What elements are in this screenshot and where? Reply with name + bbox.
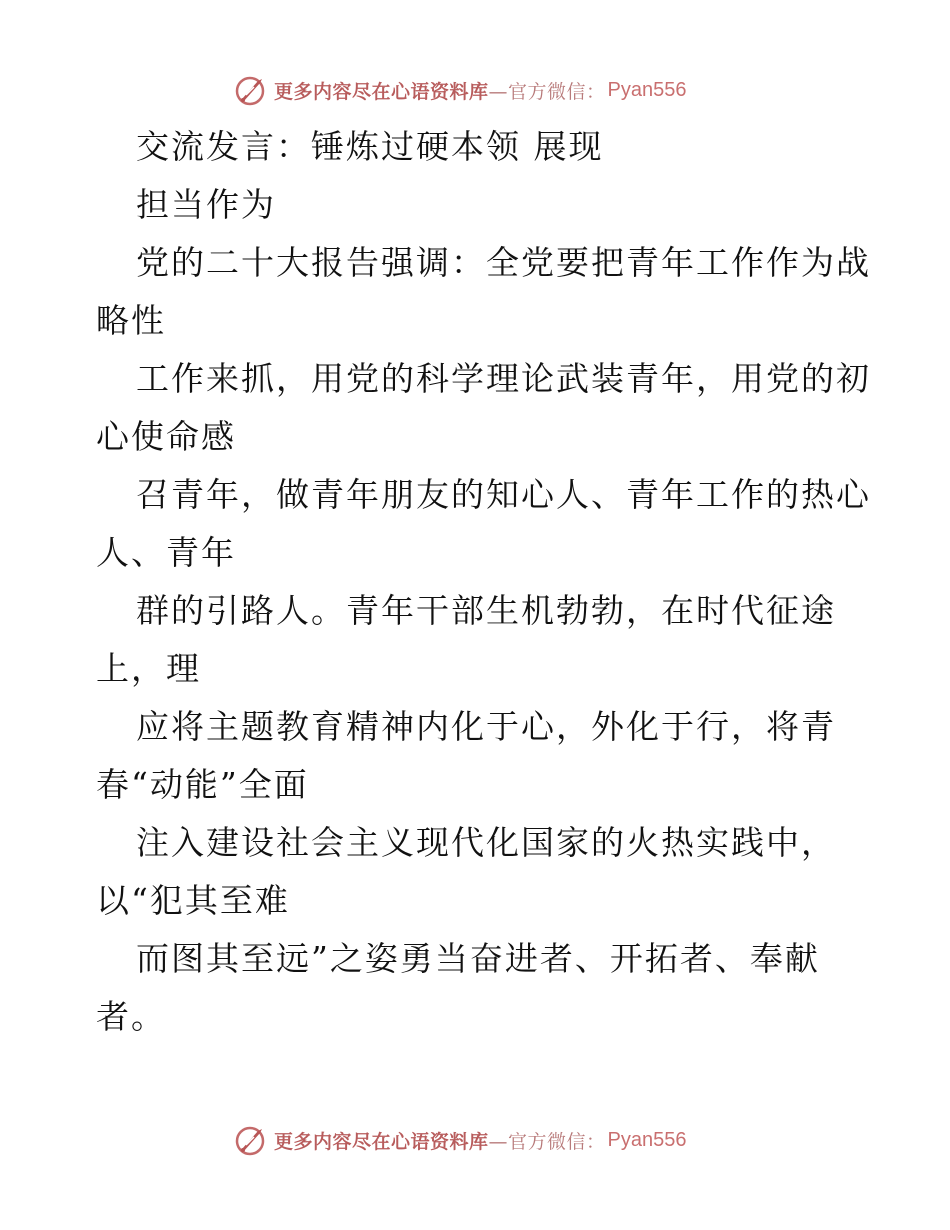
text-line: 者。 (96, 997, 166, 1036)
text-line: 心使命感 (96, 417, 236, 456)
text-line: 担当作为 (136, 185, 276, 224)
text-line: 召青年，做青年朋友的知心人、青年工作的热心 (136, 475, 871, 514)
text-line: 春“动能”全面 (96, 765, 309, 804)
header-watermark-banner (234, 72, 687, 108)
text-line: 群的引路人。青年干部生机勃勃，在时代征途 (136, 591, 836, 630)
text-line: 交流发言：锤炼过硬本领 展现 (136, 127, 604, 166)
banner-subtitle: —官方微信： (488, 80, 606, 103)
text-line: 上，理 (96, 649, 201, 688)
text-line: 注入建设社会主义现代化国家的火热实践中， (136, 823, 836, 862)
banner-title: 更多内容尽在心语资料库 (274, 1130, 489, 1153)
text-line: 略性 (96, 301, 166, 340)
banner-subtitle: —官方微信： (488, 1130, 606, 1153)
text-line: 以“犯其至难 (96, 881, 290, 920)
quill-pen-logo-icon (234, 73, 268, 107)
banner-wechat-id: Pyan556 (607, 78, 687, 101)
text-line: 人、青年 (96, 533, 236, 572)
footer-watermark-banner (234, 1122, 687, 1158)
banner-wechat-id: Pyan556 (607, 1128, 687, 1151)
banner-title: 更多内容尽在心语资料库 (274, 80, 489, 103)
document-body (96, 118, 876, 1046)
text-line: 应将主题教育精神内化于心，外化于行，将青 (136, 707, 836, 746)
text-line: 工作来抓，用党的科学理论武装青年，用党的初 (136, 359, 871, 398)
text-line: 党的二十大报告强调：全党要把青年工作作为战 (136, 243, 871, 282)
quill-pen-logo-icon (234, 1123, 268, 1157)
text-line: 而图其至远”之姿勇当奋进者、开拓者、奉献 (136, 939, 820, 978)
